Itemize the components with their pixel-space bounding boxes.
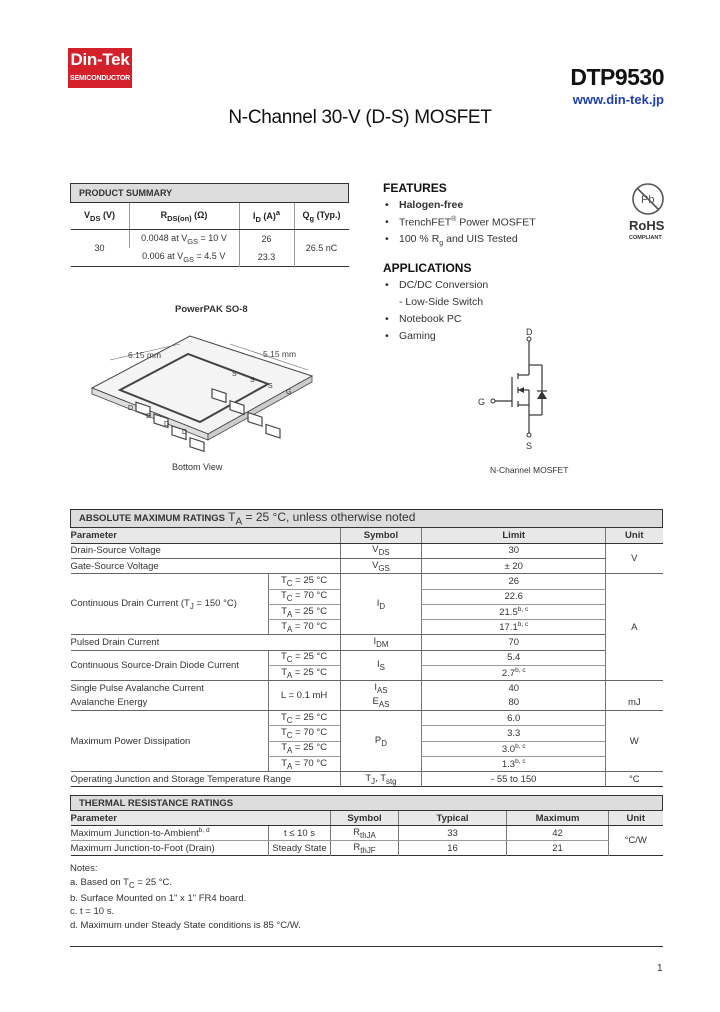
cond-pd-ta25: $T_A = 25$ °C — [268, 741, 340, 756]
pb-free-icon — [630, 181, 666, 217]
param-rthja: Maximum Junction-to-Ambient$^{b, d}$ — [71, 826, 269, 841]
cond-is-tc25: $T_C = 25$ °C — [268, 650, 340, 665]
pin-left-3: D — [164, 421, 170, 428]
col-limit: Limit — [422, 528, 606, 543]
application-item: • Gaming — [383, 330, 488, 347]
limit-eas: 80 — [422, 696, 606, 711]
note-d: d. Maximum under Steady State conditions is 85 °C/W. — [70, 919, 301, 931]
unit-v: V — [606, 543, 663, 574]
col-symbol: Symbol — [331, 811, 399, 826]
rds-10v: 0.0048 at $V_{GS} = 10$ V — [129, 230, 239, 249]
unit-cw: °C/W — [609, 826, 663, 856]
col-unit: Unit — [606, 528, 663, 543]
cond-pd-tc25: $T_C = 25$ °C — [268, 710, 340, 725]
note-b: b. Surface Mounted on 1" x 1" FR4 board. — [70, 892, 247, 904]
limit-idm: 70 — [422, 635, 606, 650]
feature-item: • Halogen-free — [383, 199, 536, 216]
unit-mj: mJ — [606, 696, 663, 711]
limit-is-ta25: 2.7$^{b, c}$ — [422, 666, 606, 681]
symbol-rthja: $R_{thJA}$ — [331, 826, 399, 841]
package-drawing — [80, 318, 320, 478]
symbol-rthjf: $R_{thJF}$ — [331, 841, 399, 856]
note-a: a. Based on $T_C = 25$ °C. — [70, 876, 173, 890]
note-c: c. t = 10 s. — [70, 906, 115, 918]
page-title: N-Channel 30-V (D-S) MOSFET — [228, 107, 492, 128]
cond-pd-ta70: $T_A = 70$ °C — [268, 756, 340, 771]
limit-id-ta70: 17.1$^{b, c}$ — [422, 620, 606, 635]
limit-pd-ta70: 1.3$^{b, c}$ — [422, 756, 606, 771]
col-maximum: Maximum — [507, 811, 609, 826]
cond-rthja: t ≤ 10 s — [269, 826, 331, 841]
rohs-compliant: COMPLIANT — [629, 235, 662, 241]
cond-pd-tc70: $T_C = 70$ °C — [268, 726, 340, 741]
unit-w: W — [606, 710, 663, 771]
param-eas: Avalanche Energy — [71, 696, 269, 711]
col-parameter: Parameter — [71, 528, 341, 543]
id-4v5: 23.3 — [239, 248, 294, 267]
pin-left-2: D — [146, 413, 152, 420]
symbol-eas: $E_{AS}$ — [340, 696, 422, 711]
limit-temp: - 55 to 150 — [422, 772, 606, 787]
symbol-idm: $I_{DM}$ — [340, 635, 422, 650]
applications-heading: APPLICATIONS — [383, 261, 472, 275]
cond-id-tc25: $T_C = 25$ °C — [268, 574, 340, 589]
qg-value: 26.5 nC — [294, 230, 349, 267]
thermal-heading: THERMAL RESISTANCE RATINGS — [71, 796, 663, 811]
cond-is-ta25: $T_A = 25$ °C — [268, 666, 340, 681]
symbol-pd: $P_D$ — [340, 710, 422, 771]
symbol-is: $I_S$ — [340, 650, 422, 681]
pin-right-1: S — [232, 371, 237, 378]
bottom-view-label: Bottom View — [172, 462, 223, 472]
param-is: Continuous Source-Drain Diode Current — [71, 650, 269, 681]
param-rthjf: Maximum Junction-to-Foot (Drain) — [70, 842, 215, 854]
limit-id-tc70: 22.6 — [422, 589, 606, 604]
symbol-vds: $V_{DS}$ — [340, 543, 422, 558]
features-heading: FEATURES — [383, 181, 447, 195]
product-summary-table — [70, 183, 349, 267]
part-number: DTP9530 — [570, 64, 664, 90]
rds-4v5: 0.006 at $V_{GS} = 4.5$ V — [142, 250, 226, 264]
col-rds: $R_{DS(on)}$ (Ω) — [129, 203, 239, 230]
cond-rthjf: Steady State — [269, 841, 331, 856]
col-symbol: Symbol — [340, 528, 422, 543]
application-item: • Notebook PC — [383, 313, 488, 330]
unit-celsius: °C — [606, 772, 663, 787]
pin-left-1: D — [128, 405, 134, 412]
max-rthjf: 21 — [507, 841, 609, 856]
pin-left-4: D — [182, 429, 188, 436]
rohs-mark: RoHS — [629, 218, 665, 233]
cond-id-ta25: $T_A = 25$ °C — [268, 604, 340, 619]
limit-pd-tc70: 3.3 — [422, 726, 606, 741]
logo-text: Din-Tek — [70, 50, 130, 69]
application-subitem: - Low-Side Switch — [399, 296, 484, 308]
typ-rthja: 33 — [399, 826, 507, 841]
limit-id-ta25: 21.5$^{b, c}$ — [422, 604, 606, 619]
symbol-id: $I_D$ — [340, 574, 422, 635]
pin-right-2: S — [250, 377, 255, 384]
symbol-ias: $I_{AS}$ — [340, 681, 422, 696]
website-link[interactable]: www.din-tek.jp — [572, 92, 664, 107]
col-unit: Unit — [609, 811, 663, 826]
symbol-temp: $T_J$, $T_{stg}$ — [340, 772, 422, 787]
pin-right-3: S — [268, 383, 273, 390]
symbol-vgs: $V_{GS}$ — [340, 558, 422, 573]
notes-heading: Notes: — [70, 863, 98, 874]
vds-value: 30 — [94, 243, 105, 253]
col-typical: Typical — [399, 811, 507, 826]
dimension-width: 6.15 mm — [128, 350, 162, 360]
svg-text:Pb: Pb — [641, 194, 655, 206]
id-10v: 26 — [239, 230, 294, 249]
features-list — [383, 199, 536, 250]
limit-ias: 40 — [422, 681, 606, 696]
unit-a: A — [606, 574, 663, 681]
param-temp: Operating Junction and Storage Temperature Range — [70, 773, 292, 785]
col-id: $I_D$ $(A)^a$ — [239, 203, 294, 230]
col-vds: $V_{DS}$ (V) — [71, 203, 130, 230]
limit-id-tc25: 26 — [422, 574, 606, 589]
mosfet-schematic — [470, 325, 570, 455]
thermal-resistance-table — [70, 795, 663, 856]
schematic-caption: N-Channel MOSFET — [490, 465, 569, 475]
param-ias: Single Pulse Avalanche Current — [70, 683, 204, 694]
abs-max-heading: ABSOLUTE MAXIMUM RATINGS $T_A = 25$ °C, unless otherwise noted — [71, 510, 663, 528]
logo-subtext: SEMICONDUCTOR — [70, 75, 130, 82]
drain-label: D — [526, 327, 533, 337]
param-id: Continuous Drain Current ($T_J = 150$ °C) — [71, 574, 269, 635]
source-label: S — [526, 441, 533, 451]
product-summary-heading: PRODUCT SUMMARY — [71, 184, 349, 203]
din-tek-logo — [68, 48, 132, 88]
cond-avalanche: L = 0.1 mH — [268, 681, 340, 711]
dimension-length: 5.15 mm — [263, 349, 297, 359]
param-vds: Drain-Source Voltage — [71, 543, 341, 558]
notes — [70, 862, 301, 932]
package-name: PowerPAK SO-8 — [175, 304, 248, 315]
feature-item: • TrenchFET® Power MOSFET — [383, 216, 536, 233]
limit-vds: 30 — [422, 543, 606, 558]
typ-rthjf: 16 — [399, 841, 507, 856]
gate-label: G — [478, 397, 486, 407]
cond-id-tc70: $T_C = 70$ °C — [268, 589, 340, 604]
absolute-maximum-ratings-table — [70, 509, 663, 787]
col-parameter: Parameter — [71, 811, 331, 826]
param-idm: Pulsed Drain Current — [71, 635, 341, 650]
max-rthja: 42 — [507, 826, 609, 841]
pin-right-4: G — [286, 389, 292, 396]
feature-item: • 100 % $R_g$ and UIS Tested — [383, 233, 536, 250]
application-item: • DC/DC Conversion — [383, 279, 488, 296]
param-pd: Maximum Power Dissipation — [71, 710, 269, 771]
param-vgs: Gate-Source Voltage — [71, 558, 341, 573]
cond-id-ta70: $T_A = 70$ °C — [268, 620, 340, 635]
limit-vgs: ± 20 — [422, 558, 606, 573]
col-qg: $Q_g$ (Typ.) — [294, 203, 349, 230]
footer-divider — [70, 946, 663, 947]
unit-ias-blank — [606, 681, 663, 696]
limit-pd-ta25: 3.0$^{b, c}$ — [422, 741, 606, 756]
limit-is-tc25: 5.4 — [422, 650, 606, 665]
page-number: 1 — [657, 963, 663, 974]
limit-pd-tc25: 6.0 — [422, 710, 606, 725]
